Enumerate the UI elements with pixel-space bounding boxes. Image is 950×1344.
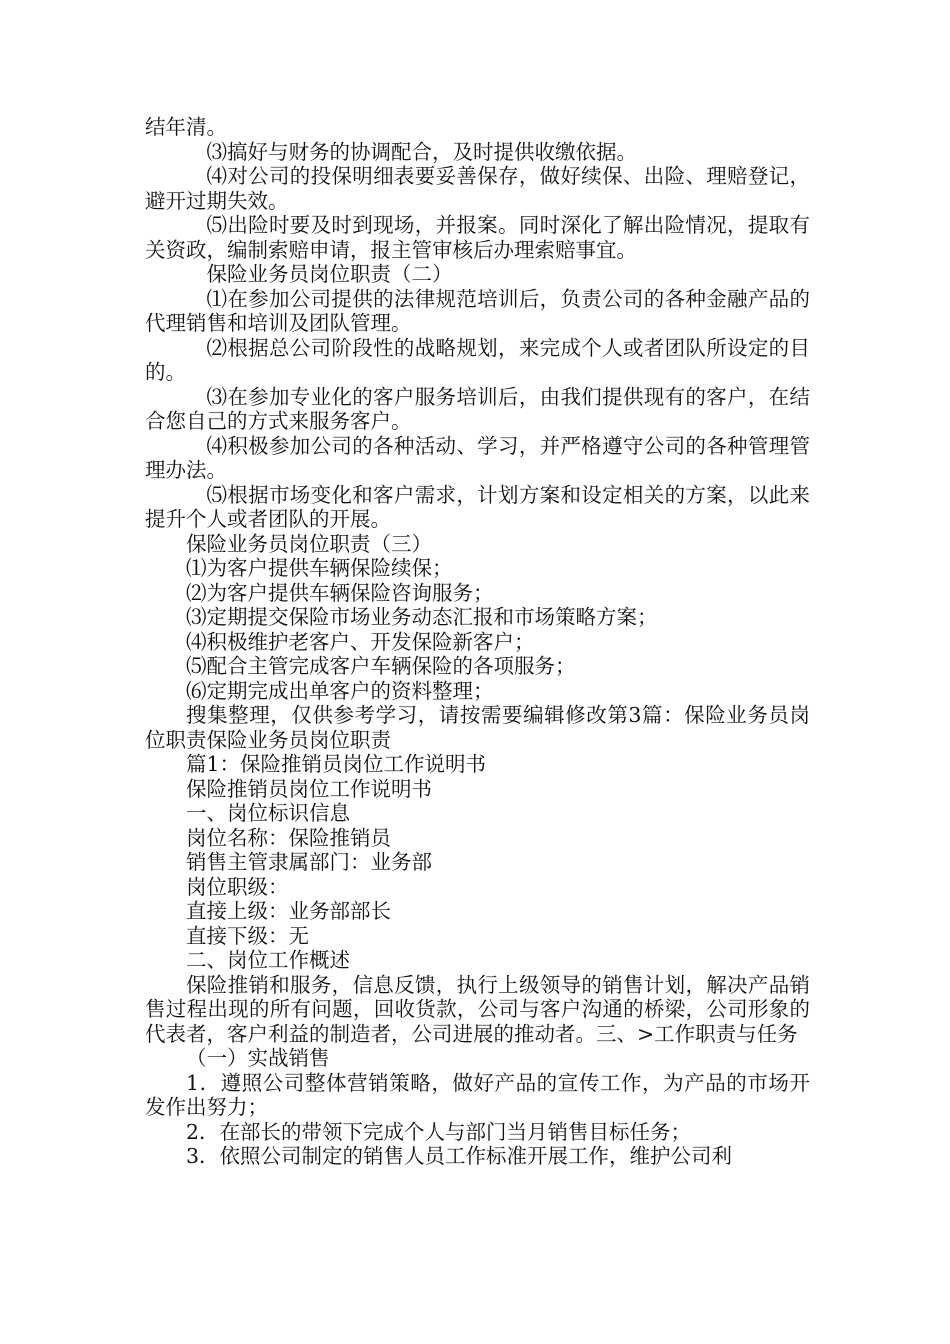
paragraph: ⑷积极参加公司的各种活动、学习，并严格遵守公司的各种管理管理办法。 <box>145 433 810 482</box>
paragraph: 直接上级：业务部部长 <box>186 899 391 923</box>
paragraph: ⑶在参加专业化的客户服务培训后，由我们提供现有的客户，在结合您自己的方式来服务客户。 <box>145 384 810 433</box>
paragraph: ⑸根据市场变化和客户需求，计划方案和设定相关的方案，以此来提升个人或者团队的开展。 <box>145 482 810 531</box>
section-heading: 二、岗位工作概述 <box>186 948 350 972</box>
paragraph: 搜集整理，仅供参考学习，请按需要编辑修改第3篇：保险业务员岗位职责保险业务员岗位职责 <box>145 703 810 752</box>
paragraph: 岗位名称：保险推销员 <box>186 825 391 850</box>
paragraph: ⑴为客户提供车辆保险续保； <box>186 556 453 580</box>
paragraph: 3．依照公司制定的销售人员工作标准开展工作，维护公司利 <box>186 1144 733 1168</box>
paragraph: ⑶定期提交保险市场业务动态汇报和市场策略方案； <box>186 605 658 629</box>
paragraph: ⑷积极维护老客户、开发保险新客户； <box>186 629 535 654</box>
section-heading: 保险业务员岗位职责（三） <box>186 531 432 556</box>
paragraph: 岗位职级： <box>186 874 289 899</box>
paragraph: ⑸出险时要及时到现场，并报案。同时深化了解出险情况，提取有关资政，编制索赔申请，报主管审核后办理索赔事宜。 <box>145 213 810 262</box>
paragraph: 2．在部长的带领下完成个人与部门当月销售目标任务； <box>186 1119 692 1144</box>
paragraph: ⑶搞好与财务的协调配合，及时提供收缴依据。 <box>206 139 637 164</box>
paragraph: 销售主管隶属部门：业务部 <box>186 850 432 874</box>
document-page <box>145 115 810 1169</box>
section-heading: 保险业务员岗位职责（二） <box>206 262 453 286</box>
paragraph: 直接下级：无 <box>186 923 309 948</box>
paragraph: ⑵根据总公司阶段性的战略规划，来完成个人或者团队所设定的目的。 <box>145 335 810 384</box>
document-title: 保险推销员岗位工作说明书 <box>186 776 432 801</box>
paragraph: ⑹定期完成出单客户的资料整理； <box>186 678 494 703</box>
paragraph: ⑵为客户提供车辆保险咨询服务； <box>186 580 494 605</box>
paragraph: ⑴在参加公司提供的法律规范培训后，负责公司的各种金融产品的代理销售和培训及团队管理。 <box>145 286 810 335</box>
section-heading: 篇1：保险推销员岗位工作说明书 <box>186 752 487 776</box>
section-heading: （一）实战销售 <box>186 1046 330 1070</box>
section-heading: 一、岗位标识信息 <box>186 801 350 825</box>
paragraph: 1．遵照公司整体营销策略，做好产品的宣传工作，为产品的市场开发作出努力； <box>145 1070 810 1119</box>
paragraph: 保险推销和服务，信息反馈，执行上级领导的销售计划，解决产品销售过程出现的所有问题，回收货款，公司与客户沟通的桥梁，公司形象的代表者，客户利益的制造者，公司进展的推动者。三、>工作职责与任务 <box>145 972 810 1046</box>
paragraph: ⑸配合主管完成客户车辆保险的各项服务； <box>186 654 576 678</box>
paragraph: ⑷对公司的投保明细表要妥善保存，做好续保、出险、理赔登记，避开过期失效。 <box>145 164 810 213</box>
paragraph: 结年清。 <box>145 115 227 139</box>
